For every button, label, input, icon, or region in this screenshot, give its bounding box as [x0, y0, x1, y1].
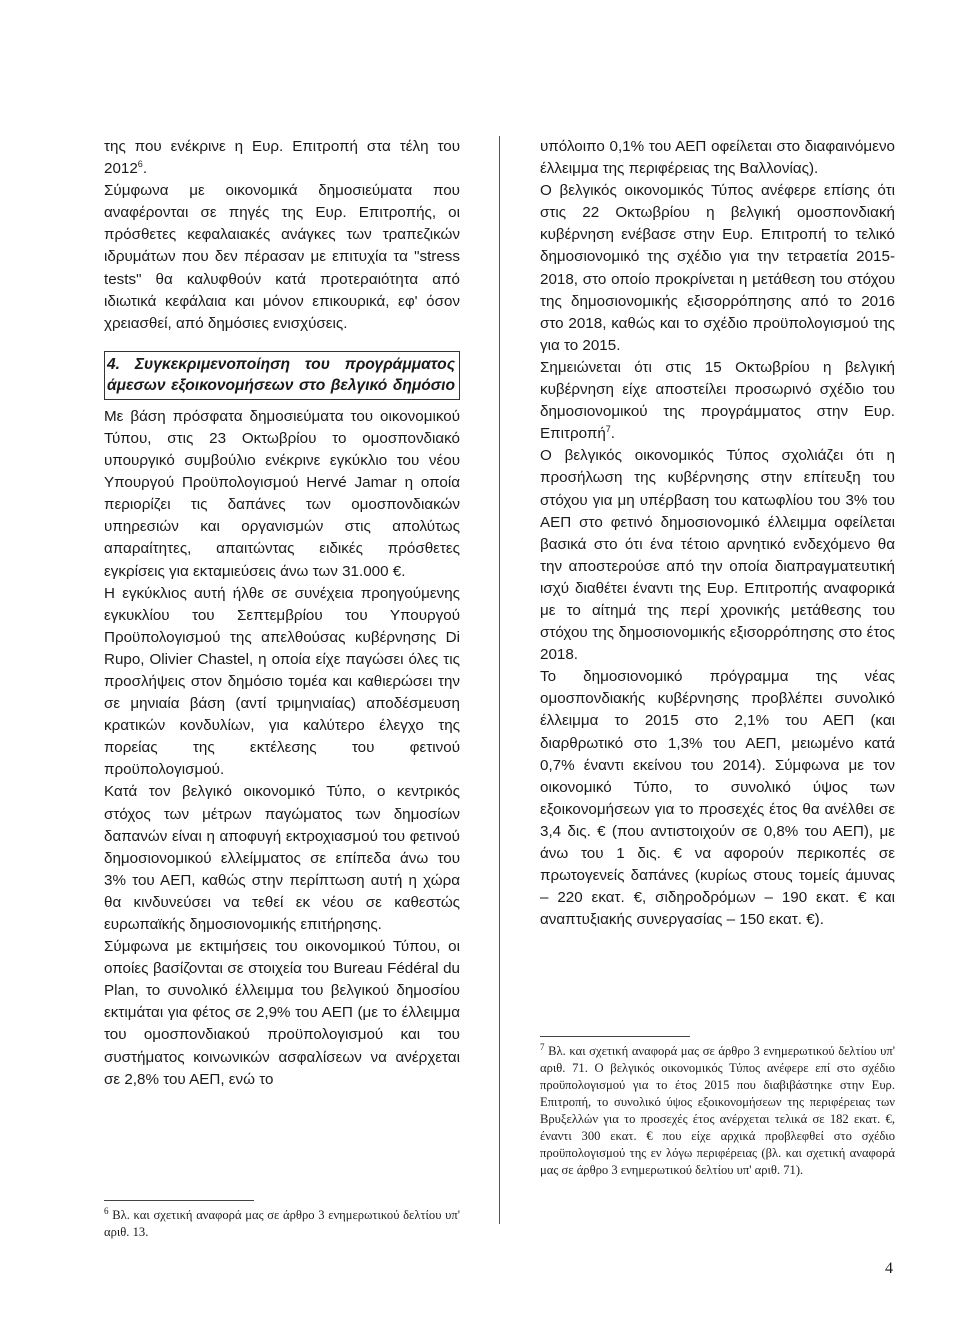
right-paragraph-1: υπόλοιπο 0,1% του ΑΕΠ οφείλεται στο διαφαινόμενο έλλειμμα της περιφέρειας της Βαλλονίας).: [540, 138, 895, 178]
right-paragraph-4: Ο βελγικός οικονομικός Τύπος σχολιάζει ότι η προσήλωση της κυβέρνησης στην επίτευξη του στόχου για μη υπέρβαση του κατωφλίου του 3% του ΑΕΠ στο φετινό δημοσιονομικό έλλειμμα οφείλεται βασικά στο ότι ένα τέτοιο αρνητικό ενδεχόμενο θα την αποστερούσε από την οποία διαπραγματευτική ισχύ διαθέτει έναντι της Ευρ. Επιτροπής αναφορικά με το αίτημά της περί χρονικής μετάθεσης του στόχου της δημοσιονομικής εξισορρόπησης στο έτος 2018.: [540, 447, 895, 664]
left-paragraph-5: Κατά τον βελγικό οικονομικό Τύπο, ο κεντρικός στόχος των μέτρων παγώματος των δημοσίων δαπανών είναι η αποφυγή εκτροχιασμού του φετινού δημοσιονομικού ελλείμματος σε επίπεδα άνω του 3% του ΑΕΠ, καθώς στην περίπτωση αυτή η χώρα θα κινδυνεύσει να τεθεί εκ νέου σε καθεστώς ευρωπαϊκής δημοσιονομικής επιτήρησης.: [104, 783, 460, 933]
section-heading: 4. Συγκεκριμενοποίηση του προγράμματος άμεσων εξοικονομήσεων στο βελγικό δημόσιο: [104, 351, 460, 400]
column-divider: [499, 136, 500, 1224]
right-paragraph-2: Ο βελγικός οικονομικός Τύπος ανέφερε επίσης ότι στις 22 Οκτωβρίου η βελγική ομοσπονδιακή κυβέρνηση ενέβασε στην Ευρ. Επιτροπή το τελικό δημοσιονομικό της σχέδιο για την τετραετία 2015-2018, στο οποίο προκρίνεται η μετάθεση του στόχου της δημοσιονομικής εξισορρόπησης από το 2016 στο 2018, καθώς και το σχέδιο προϋπολογισμού της για το 2015.: [540, 182, 895, 354]
left-paragraph-3: Με βάση πρόσφατα δημοσιεύματα του οικονομικού Τύπου, στις 23 Οκτωβρίου το ομοσπονδιακό υπουργικό συμβούλιο ενέκρινε εγκύκλιο του νέου Υπουργού Προϋπολογισμού Hervé Jamar η οποία περιορίζει τις δαπάνες των ομοσπονδιακών υπηρεσιών και οργανισμών στις απολύτως απαραίτητες, απαιτώντας ειδικές πρόσθετες εγκρίσεις για εκταμιεύσεις άνω των 31.000 €.: [104, 407, 460, 580]
footnote-ref-7: 7: [605, 424, 611, 435]
right-paragraph-3: Σημειώνεται ότι στις 15 Οκτωβρίου η βελγική κυβέρνηση είχε αποστείλει προσωρινό σχέδιο του δημοσιονομικού της προγράμματος στην Ευρ. Επιτροπή$^7$.: [540, 358, 895, 443]
left-paragraph-2: Σύμφωνα με οικονομικά δημοσιεύματα που αναφέρονται σε πηγές της Ευρ. Επιτροπής, οι πρόσθετες κεφαλαιακές ανάγκες των τραπεζικών ιδρυμάτων που δεν πέρασαν με επιτυχία τα "stress tests" θα καλυφθούν κατά προτεραιότητα από ιδιωτικά κεφάλαια και μόνον επικουρικά, εφ' όσον χρειασθεί, από δημόσιες ενισχύσεις.: [104, 182, 460, 332]
footnote-ref-6: 6: [137, 159, 143, 170]
footnote-separator: [104, 1200, 254, 1201]
footnote-6: $^6$ Βλ. και σχετική αναφορά μας σε άρθρο 3 ενημερωτικού δελτίου υπ' αριθ. 13.: [104, 1200, 460, 1241]
left-column: [104, 136, 460, 1091]
left-paragraph-1: της που ενέκρινε η Ευρ. Επιτροπή στα τέλη του 2012$^6$.: [104, 138, 460, 178]
footnote-separator: [540, 1036, 690, 1037]
footnote-7: $^7$ Βλ. και σχετική αναφορά μας σε άρθρο 3 ενημερωτικού δελτίου υπ' αριθ. 71. Ο βελγικός οικονομικός Τύπος ανέφερε επί στο σχέδιο προϋπολογισμού για το έτος 2015 που διαβιβάστηκε στην Ευρ. Επιτροπή, το συνολικό ύψος εξοικονομήσεων της περιφέρειας των Βρυξελλών για το προσεχές έτος ανέρχεται τελικά σε 182 εκατ. €, έναντι 300 εκατ. € που είχε αρχικά προβλεφθεί στο σχέδιο προϋπολογισμού της εν λόγω περιφέρειας (βλ. και σχετική αναφορά μας σε άρθρο 3 ενημερωτικού δελτίου υπ' αριθ. 71).: [540, 1036, 895, 1179]
right-column: [540, 136, 895, 931]
left-paragraph-6: Σύμφωνα με εκτιμήσεις του οικονομικού Τύπου, οι οποίες βασίζονται σε στοιχεία του Bureau Fédéral du Plan, το συνολικό έλλειμμα του βελγικού δημοσίου εκτιμάται για φέτος σε 2,9% του ΑΕΠ (με το έλλειμμα του ομοσπονδιακού προϋπολογισμού και του συστήματος κοινωνικών ασφαλίσεων να ανέρχεται σε 2,8% του ΑΕΠ, ενώ το: [104, 938, 460, 1088]
right-paragraph-5: Το δημοσιονομικό πρόγραμμα της νέας ομοσπονδιακής κυβέρνησης προβλέπει συνολικό έλλειμμα το 2015 στο 2,1% του ΑΕΠ (και διαρθρωτικό στο 1,3% του ΑΕΠ, μειωμένο κατά 0,7% έναντι εκείνου του 2014). Σύμφωνα με τον οικονομικό Τύπο, το συνολικό ύψος των εξοικονομήσεων για το προσεχές έτος θα ανέλθει σε 3,4 δις. € (που αντιστοιχούν σε 0,8% του ΑΕΠ), με άνω του 1 δις. € να αφορούν περικοπές σε πρωτογενείς δαπάνες (κυρίως στους τομείς άμυνας – 220 εκατ. €, σιδηροδρόμων – 190 εκατ. € και αναπτυξιακής συνεργασίας – 150 εκατ. €).: [540, 668, 895, 929]
page-number: 4: [885, 1260, 893, 1277]
left-paragraph-4: Η εγκύκλιος αυτή ήλθε σε συνέχεια προηγούμενης εγκυκλίου του Σεπτεμβρίου του Υπουργού Προϋπολογισμού της απελθούσας κυβέρνησης Di Rupo, Olivier Chastel, η οποία είχε παγώσει όλες τις προσλήψεις στον δημόσιο τομέα και καθιερώσει την σε μηνιαία βάση (αντί τριμηνιαίας) αποδέσμευση κρατικών κονδυλίων, για καλύτερο έλεγχο της πορείας της εκτέλεσης του φετινού προϋπολογισμού.: [104, 584, 460, 779]
